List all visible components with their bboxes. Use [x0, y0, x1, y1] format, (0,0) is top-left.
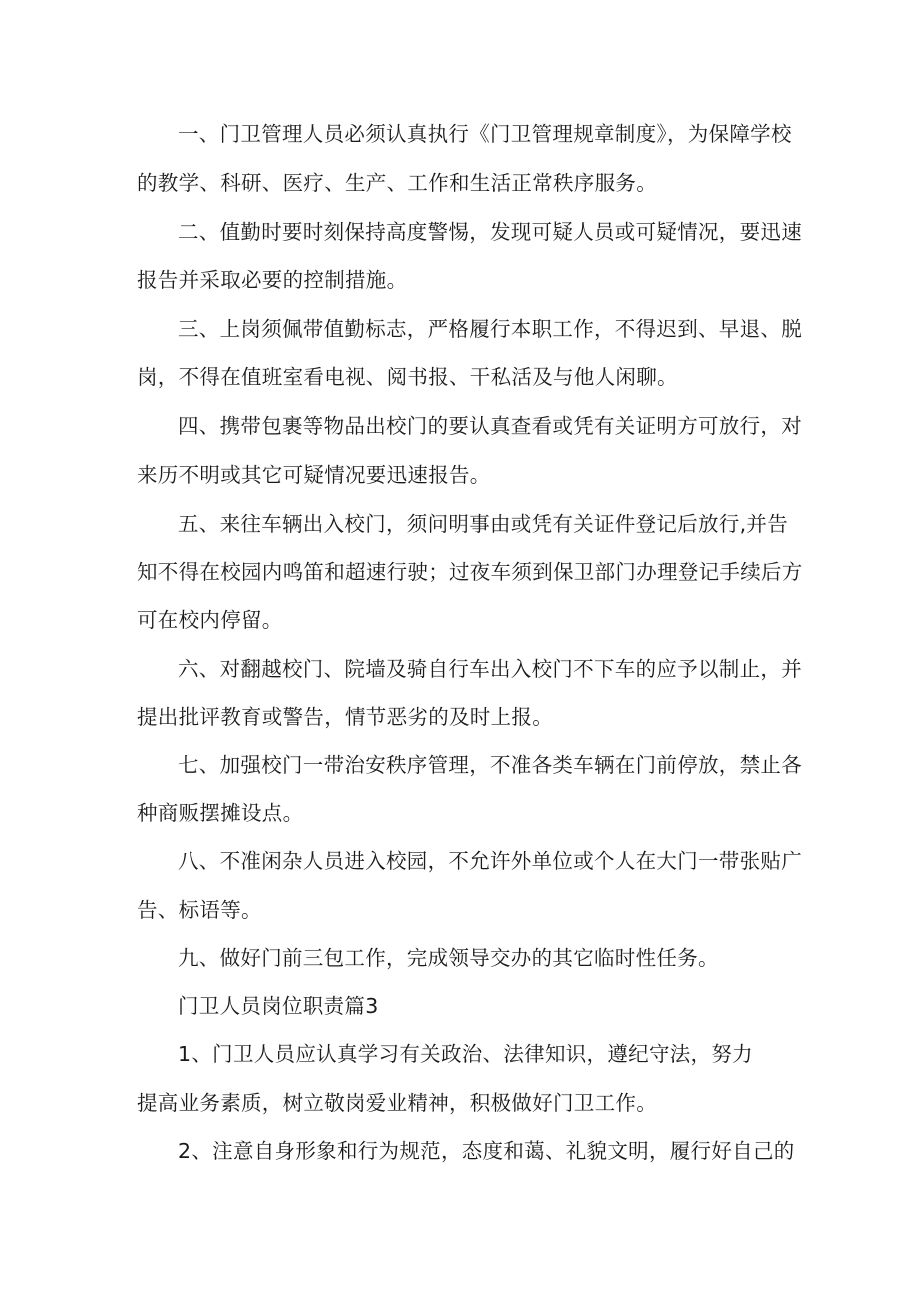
paragraph-line: 五、来往车辆出入校门，须问明事由或凭有关证件登记后放行,并告 — [178, 512, 789, 536]
paragraph-line: 知不得在校园内鸣笛和超速行驶；过夜车须到保卫部门办理登记手续后方 — [137, 560, 803, 584]
paragraph-line: 六、对翻越校门、院墙及骑自行车出入校门不下车的应予以制止，并 — [178, 657, 802, 681]
paragraph-line: 1、门卫人员应认真学习有关政治、法律知识，遵纪守法，努力 — [178, 1042, 753, 1066]
paragraph-line: 七、加强校门一带治安秩序管理，不准各类车辆在门前停放，禁止各 — [178, 753, 802, 777]
paragraph-line: 一、门卫管理人员必须认真执行《门卫管理规章制度》，为保障学校 — [178, 122, 792, 146]
paragraph-line: 三、上岗须佩带值勤标志，严格履行本职工作，不得迟到、早退、脱 — [178, 317, 802, 341]
paragraph-line: 九、做好门前三包工作，完成领导交办的其它临时性任务。 — [178, 946, 719, 970]
paragraph-line: 2、注意自身形象和行为规范，态度和蔼、礼貌文明，履行好自己的 — [178, 1139, 795, 1163]
paragraph-line: 种商贩摆摊设点。 — [137, 801, 304, 825]
paragraph-line: 二、值勤时要时刻保持高度警惕，发现可疑人员或可疑情况，要迅速 — [178, 220, 802, 244]
paragraph-line: 提出批评教育或警告，情节恶劣的及时上报。 — [137, 705, 553, 729]
paragraph-line: 可在校内停留。 — [137, 608, 283, 632]
paragraph-line: 报告并采取必要的控制措施。 — [137, 268, 408, 292]
paragraph-line: 的教学、科研、医疗、生产、工作和生活正常秩序服务。 — [137, 171, 657, 195]
paragraph-line: 提高业务素质，树立敬岗爱业精神，积极做好门卫工作。 — [137, 1091, 657, 1115]
section-heading: 门卫人员岗位职责篇3 — [178, 994, 379, 1018]
paragraph-line: 告、标语等。 — [137, 898, 262, 922]
paragraph-line: 来历不明或其它可疑情况要迅速报告。 — [137, 463, 491, 487]
paragraph-line: 四、携带包裹等物品出校门的要认真查看或凭有关证明方可放行，对 — [178, 414, 802, 438]
paragraph-line: 八、不准闲杂人员进入校园，不允许外单位或个人在大门一带张贴广 — [178, 849, 802, 873]
paragraph-line: 岗，不得在值班室看电视、阅书报、干私活及与他人闲聊。 — [137, 365, 678, 389]
